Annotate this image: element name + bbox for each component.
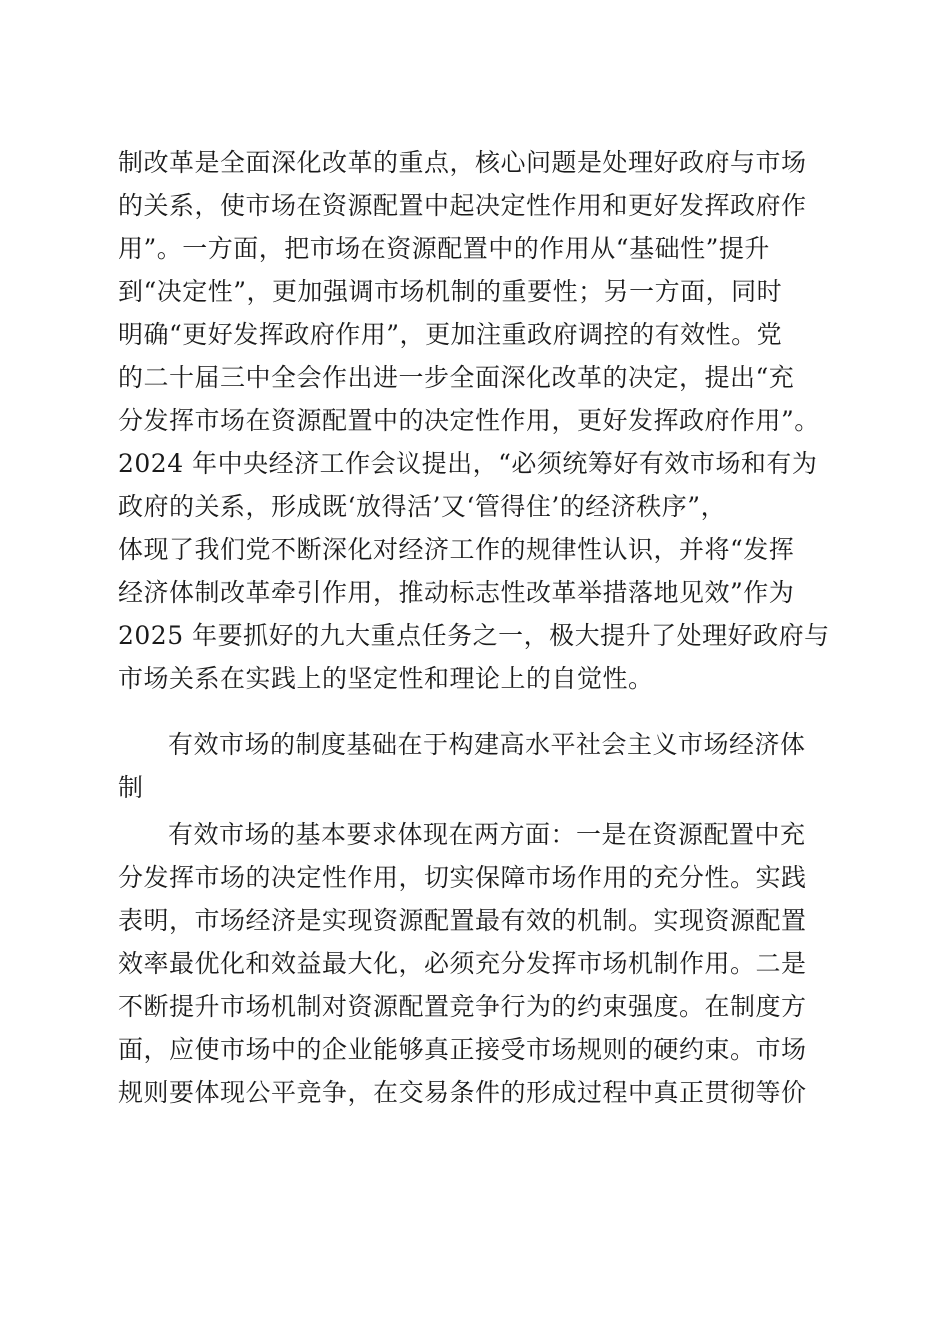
text-line: 效率最优化和效益最大化，必须充分发挥市场机制作用。二是	[118, 949, 807, 978]
text-line: 市场关系在实践上的坚定性和理论上的自觉性。	[118, 664, 654, 693]
text-line: 明确“更好发挥政府作用”，更加注重政府调控的有效性。党	[118, 320, 783, 349]
text-line: 到“决定性”，更加强调市场机制的重要性；另一方面，同时	[118, 277, 783, 306]
text-line: 不断提升市场机制对资源配置竞争行为的约束强度。在制度方	[118, 992, 807, 1021]
text-line: 的二十届三中全会作出进一步全面深化改革的决定，提出“充	[118, 363, 795, 392]
text-line: 2025 年要抓好的九大重点任务之一，极大提升了处理好政府与	[118, 621, 830, 650]
text-line: 体现了我们党不断深化对经济工作的规律性认识，并将“发挥	[118, 535, 795, 564]
text-line: 分发挥市场在资源配置中的决定性作用，更好发挥政府作用”。	[118, 406, 820, 435]
text-line: 用”。一方面，把市场在资源配置中的作用从“基础性”提升	[118, 234, 770, 263]
text-line: 有效市场的基本要求体现在两方面：一是在资源配置中充	[168, 820, 806, 849]
text-line: 政府的关系，形成既‘放得活’又‘管得住’的经济秩序”，	[118, 492, 727, 521]
heading-line: 有效市场的制度基础在于构建高水平社会主义市场经济体	[168, 730, 806, 759]
text-line: 表明，市场经济是实现资源配置最有效的机制。实现资源配置	[118, 906, 807, 935]
text-line: 制改革是全面深化改革的重点，核心问题是处理好政府与市场	[118, 148, 807, 177]
heading-line: 制	[118, 773, 144, 802]
text-line: 经济体制改革牵引作用，推动标志性改革举措落地见效”作为	[118, 578, 795, 607]
text-line: 分发挥市场的决定性作用，切实保障市场作用的充分性。实践	[118, 863, 807, 892]
text-line: 的关系，使市场在资源配置中起决定性作用和更好发挥政府作	[118, 191, 807, 220]
text-line: 面，应使市场中的企业能够真正接受市场规则的硬约束。市场	[118, 1035, 807, 1064]
text-line: 规则要体现公平竞争，在交易条件的形成过程中真正贯彻等价	[118, 1078, 807, 1107]
text-line: 2024 年中央经济工作会议提出，“必须统筹好有效市场和有为	[118, 449, 818, 478]
